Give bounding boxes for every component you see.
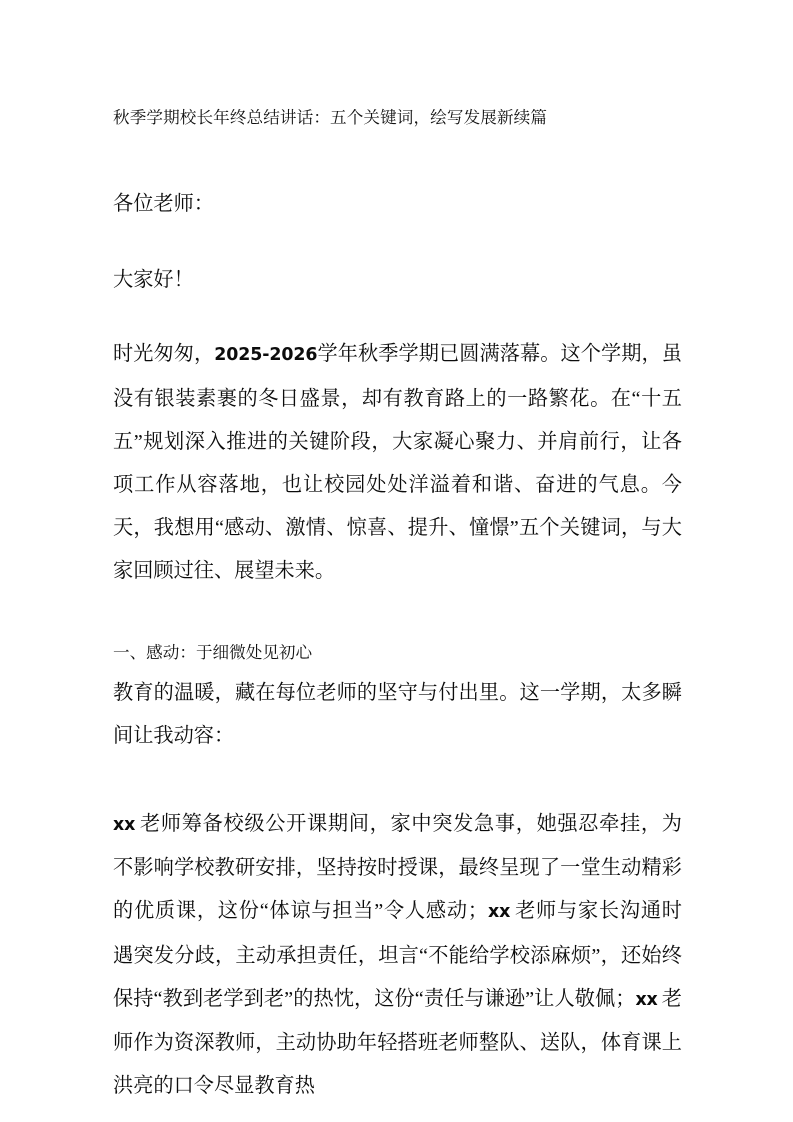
document-content [113, 100, 682, 1108]
spacer-after-intro [113, 594, 682, 637]
teacher-name-placeholder-1: xx [113, 815, 136, 836]
section-one-lead-paragraph: 教育的温暖，藏在每位老师的坚守与付出里。这一学期，太多瞬间让我动容： [113, 681, 682, 747]
teacher-name-placeholder-3: xx [635, 989, 658, 1010]
intro-paragraph [113, 333, 682, 593]
anecdote-two-text: 老师与家长沟通时遇突发分歧，主动承担责任，坦言“不能给学校添麻烦”，还始终保持“教到老学到老”的热忱，这份“责任与谦逊”让人敬佩； [113, 900, 682, 1010]
anecdote-three-text: 老师作为资深教师，主动协助年轻搭班老师整队、送队，体育课上洪亮的口令尽显教育热 [113, 987, 682, 1098]
section-one-heading: 一、感动：于细微处见初心 [113, 642, 313, 662]
academic-year-range: 2025-2026 [214, 345, 318, 366]
intro-text-before-years: 时光匆匆， [113, 343, 215, 366]
anecdote-one-text: 老师筹备校级公开课期间，家中突发急事，她强忍牵挂，为不影响学校教研安排，坚持按时授课，最终呈现了一堂生动精彩的优质课，这份“体谅与担当”令人感动； [113, 813, 682, 923]
spacer-after-lead [113, 758, 682, 803]
section-one-body-paragraph [113, 803, 682, 1108]
salutation: 各位老师： [113, 193, 214, 215]
intro-text-after-years: 学年秋季学期已圆满落幕。这个学期，虽没有银装素裹的冬日盛景，却有教育路上的一路繁花。在“十五五”规划深入推进的关键阶段，大家凝心聚力、并肩前行，让各项工作从容落地，也让校园处处洋溢着和谐、奋进的气息。今天，我想用“感动、激情、惊喜、提升、憧憬”五个关键词，与大家回顾过往、展望未来。 [113, 343, 682, 583]
spacer-after-title [113, 136, 682, 183]
spacer-after-salutation [113, 226, 682, 259]
spacer-after-greeting [113, 302, 682, 333]
teacher-name-placeholder-2: xx [488, 902, 511, 923]
document-title: 秋季学期校长年终总结讲话：五个关键词，绘写发展新续篇 [113, 108, 548, 127]
greeting: 大家好！ [113, 269, 194, 292]
